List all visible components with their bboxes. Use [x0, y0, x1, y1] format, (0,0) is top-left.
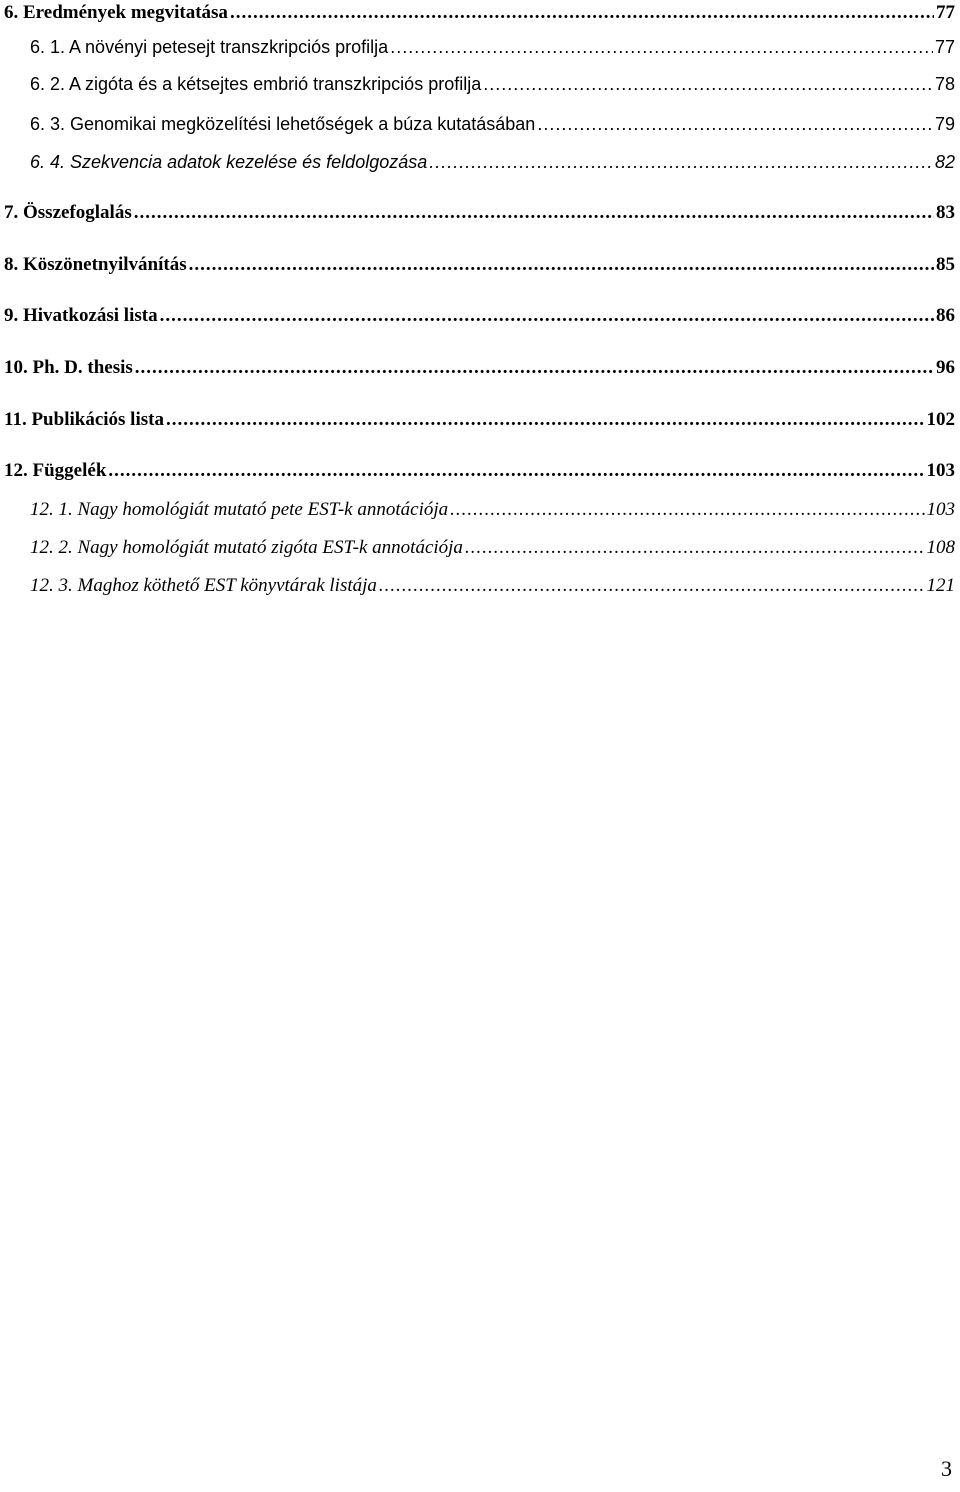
toc-entry-label: 6. 2. A zigóta és a kétsejtes embrió transzkripciós profilja	[30, 74, 482, 94]
toc-entry[interactable]	[30, 573, 955, 599]
toc-entry-page: 82	[934, 152, 955, 172]
toc-entry-label: 12. 2. Nagy homológiát mutató zigóta EST-k annotációja	[30, 537, 463, 558]
toc-entry[interactable]	[30, 111, 955, 137]
toc-entry-page: 108	[926, 537, 955, 558]
toc-entry-page: 79	[934, 114, 955, 134]
toc-entry[interactable]	[30, 71, 955, 97]
toc-entry-label: 6. 4. Szekvencia adatok kezelése és feldolgozása	[30, 152, 428, 172]
toc-entry-label: 12. 3. Maghoz köthető EST könyvtárak listája	[30, 575, 377, 596]
toc-entry[interactable]	[4, 458, 955, 484]
toc-entry-page: 102	[926, 409, 955, 430]
dot-leader	[537, 111, 933, 137]
toc-entry-page: 86	[936, 305, 955, 326]
dot-leader	[429, 149, 933, 175]
dot-leader	[390, 34, 933, 60]
toc-entry-page: 103	[926, 460, 955, 481]
toc-entry-page: 96	[936, 357, 955, 378]
toc-entry-label: 12. Függelék	[4, 460, 107, 481]
toc-entry-page: 103	[926, 499, 955, 520]
toc-entry[interactable]	[4, 355, 955, 381]
toc-entry-label: 6. 1. A növényi petesejt transzkripciós profilja	[30, 37, 389, 57]
toc-entry-page: 121	[926, 575, 955, 596]
toc-entry-label: 7. Összefoglalás	[4, 202, 132, 223]
toc-entry[interactable]	[4, 0, 955, 26]
toc-entry-label: 6. 3. Genomikai megközelítési lehetőségek a búza kutatásában	[30, 114, 536, 134]
toc-entry[interactable]	[4, 252, 955, 278]
toc-entry-page: 78	[934, 74, 955, 94]
dot-leader	[465, 535, 925, 561]
toc-entry-page: 83	[936, 202, 955, 223]
dot-leader	[230, 0, 934, 26]
toc-entry[interactable]	[4, 200, 955, 226]
toc-entry-label: 12. 1. Nagy homológiát mutató pete EST-k annotációja	[30, 499, 449, 520]
dot-leader	[108, 458, 924, 484]
toc-entry-page: 85	[936, 254, 955, 275]
toc-entry-label: 11. Publikációs lista	[4, 409, 164, 430]
dot-leader	[450, 497, 924, 523]
dot-leader	[189, 252, 934, 278]
toc-entry-label: 9. Hivatkozási lista	[4, 305, 158, 326]
dot-leader	[379, 573, 925, 599]
dot-leader	[483, 71, 933, 97]
toc-entry-label: 8. Köszönetnyilvánítás	[4, 254, 187, 275]
toc-entry-label: 10. Ph. D. thesis	[4, 357, 133, 378]
toc-entry[interactable]	[30, 497, 955, 523]
dot-leader	[166, 407, 925, 433]
toc-entry-page: 77	[936, 2, 955, 23]
toc-entry[interactable]	[4, 303, 955, 329]
dot-leader	[134, 200, 934, 226]
toc-entry[interactable]	[4, 407, 955, 433]
toc-entry-label: 6. Eredmények megvitatása	[4, 2, 228, 23]
toc-entry[interactable]	[30, 149, 955, 175]
toc-entry[interactable]	[30, 34, 955, 60]
dot-leader	[135, 355, 934, 381]
toc-entry[interactable]	[30, 535, 955, 561]
toc-entry-page: 77	[934, 37, 955, 57]
page-number: 3	[941, 1456, 952, 1481]
dot-leader	[160, 303, 934, 329]
